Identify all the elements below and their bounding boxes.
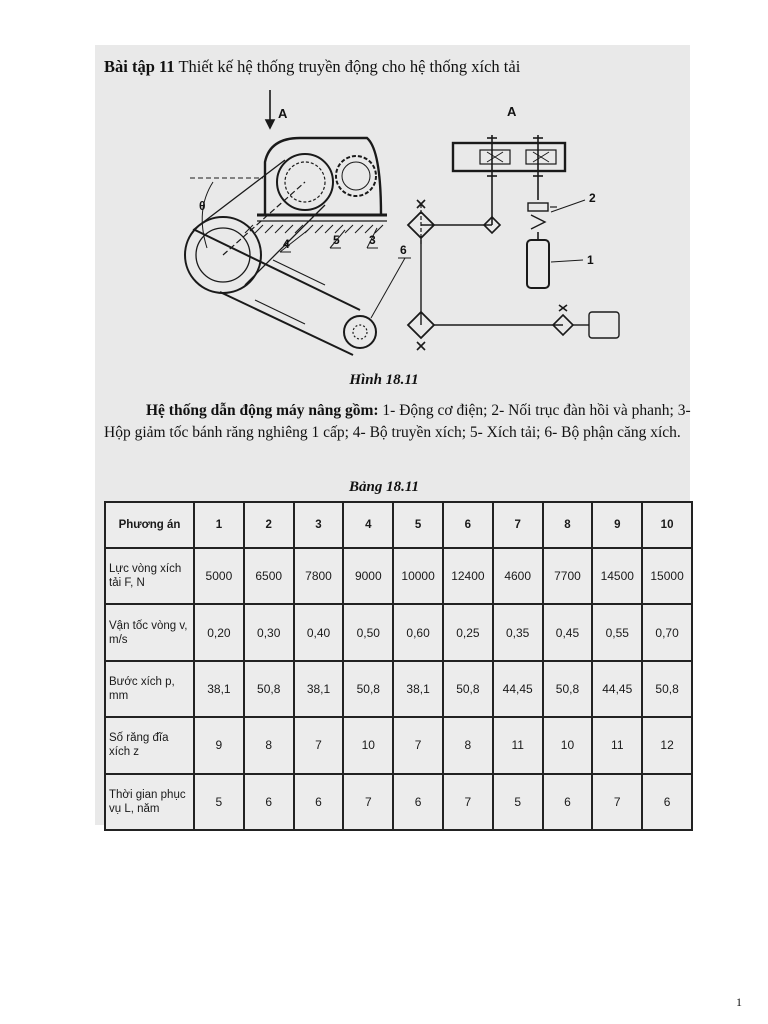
kinematic-schematic (408, 104, 619, 350)
table-cell: 10 (343, 717, 393, 773)
table-caption: Bảng 18.11 (348, 479, 420, 495)
table-cell: 38,1 (194, 661, 244, 717)
table-cell: 11 (592, 717, 642, 773)
table-row (105, 774, 692, 830)
ground-hatching (245, 225, 383, 233)
row-label: Vận tốc vòng v, m/s (105, 604, 194, 660)
table-cell: 9 (194, 717, 244, 773)
table-cell: 0,40 (294, 604, 344, 660)
gearbox-side-view (245, 90, 387, 233)
table-cell: 0,20 (194, 604, 244, 660)
system-description (104, 400, 694, 444)
table-cell: 0,60 (393, 604, 443, 660)
row-label: Lực vòng xích tải F, N (105, 548, 194, 604)
table-cell: 11 (493, 717, 543, 773)
chain-drive (185, 160, 325, 293)
table-cell: 5000 (194, 548, 244, 604)
part-1-label: 1 (587, 253, 594, 267)
table-row (105, 604, 692, 660)
table-cell: 7 (294, 717, 344, 773)
table-row (105, 661, 692, 717)
page-number: 1 (736, 995, 742, 1009)
mechanism-figure (95, 80, 690, 380)
table-cell: 6 (543, 774, 593, 830)
table-cell: 5 (194, 774, 244, 830)
angle-label: θ (199, 199, 206, 213)
table-cell: 6 (642, 774, 692, 830)
table-cell: 9000 (343, 548, 393, 604)
view-label-a-left: A (278, 106, 288, 121)
figure-caption: Hình 18.11 (349, 372, 419, 388)
table-cell: 12400 (443, 548, 493, 604)
table-cell: 0,70 (642, 604, 692, 660)
table-cell: 7 (393, 717, 443, 773)
parameters-table (104, 501, 693, 831)
corner-header: Phương án (105, 502, 194, 548)
table-cell: 12 (642, 717, 692, 773)
table-cell: 7700 (543, 548, 593, 604)
part-6-label: 6 (400, 243, 407, 257)
table-cell: 50,8 (443, 661, 493, 717)
column-header: 7 (493, 502, 543, 548)
table-cell: 50,8 (244, 661, 294, 717)
table-cell: 0,25 (443, 604, 493, 660)
table-cell: 50,8 (343, 661, 393, 717)
table-cell: 7 (443, 774, 493, 830)
row-label: Thời gian phục vụ L, năm (105, 774, 194, 830)
table-cell: 38,1 (294, 661, 344, 717)
table-cell: 5 (493, 774, 543, 830)
table-cell: 7 (592, 774, 642, 830)
row-label: Số răng đĩa xích z (105, 717, 194, 773)
table-cell: 50,8 (543, 661, 593, 717)
table-cell: 38,1 (393, 661, 443, 717)
table-cell: 44,45 (493, 661, 543, 717)
row-label: Bước xích p, mm (105, 661, 194, 717)
column-header: 6 (443, 502, 493, 548)
exercise-heading (104, 57, 694, 77)
table-header-row (105, 502, 692, 548)
table-cell: 8 (443, 717, 493, 773)
table-cell: 10000 (393, 548, 443, 604)
table-cell: 15000 (642, 548, 692, 604)
table-cell: 8 (244, 717, 294, 773)
column-header: 2 (244, 502, 294, 548)
table-cell: 14500 (592, 548, 642, 604)
table-cell: 6 (393, 774, 443, 830)
exercise-title: Thiết kế hệ thống truyền động cho hệ thống xích tải (178, 57, 521, 76)
table-cell: 44,45 (592, 661, 642, 717)
table-cell: 7800 (294, 548, 344, 604)
table-cell: 7 (343, 774, 393, 830)
part-4-label: 4 (283, 237, 290, 251)
column-header: 9 (592, 502, 642, 548)
table-cell: 6 (294, 774, 344, 830)
table-cell: 0,45 (543, 604, 593, 660)
column-header: 8 (543, 502, 593, 548)
table-cell: 6500 (244, 548, 294, 604)
table-cell: 6 (244, 774, 294, 830)
description-body: 1- Động cơ điện; 2- Nối trục đàn hồi và phanh; 3- Hộp giảm tốc bánh răng nghiêng 1 cấp; 4- Bộ truyền xích; 5- Xích tải; 6- Bộ phận căng xích. (104, 402, 691, 441)
view-label-a-right: A (507, 104, 517, 119)
description-lead: Hệ thống dẫn động máy nâng gồm: (146, 402, 379, 419)
table-cell: 0,50 (343, 604, 393, 660)
part-5-label: 5 (333, 233, 340, 247)
column-header: 1 (194, 502, 244, 548)
table-cell: 0,55 (592, 604, 642, 660)
table-cell: 0,30 (244, 604, 294, 660)
table-cell: 0,35 (493, 604, 543, 660)
column-header: 5 (393, 502, 443, 548)
table-cell: 50,8 (642, 661, 692, 717)
table-cell: 10 (543, 717, 593, 773)
column-header: 3 (294, 502, 344, 548)
table-row (105, 717, 692, 773)
column-header: 10 (642, 502, 692, 548)
table-cell: 4600 (493, 548, 543, 604)
table-row (105, 548, 692, 604)
exercise-number: Bài tập 11 (104, 57, 175, 76)
column-header: 4 (343, 502, 393, 548)
part-3-label: 3 (369, 233, 376, 247)
part-2-label: 2 (589, 191, 596, 205)
